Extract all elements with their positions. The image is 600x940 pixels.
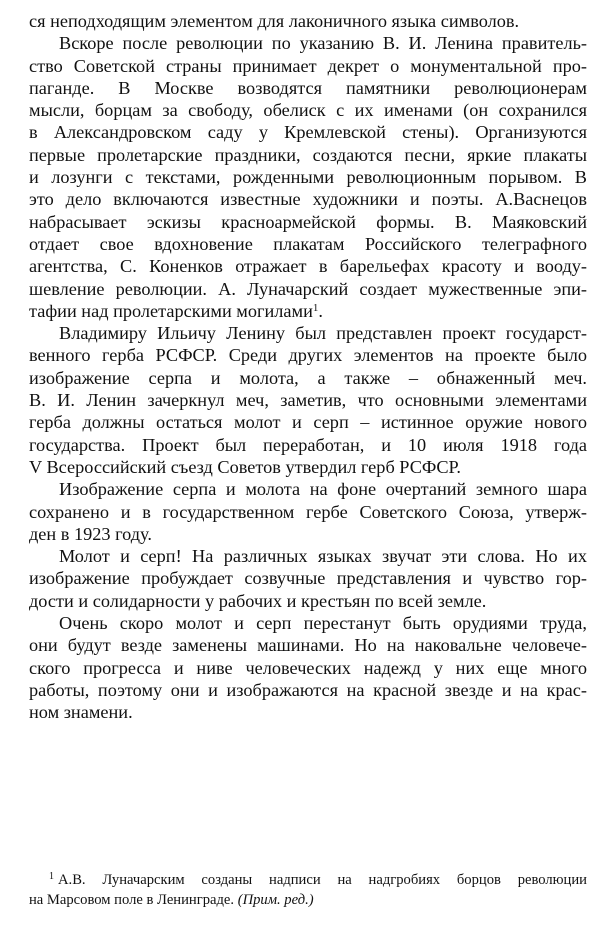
text-line: в Александровском саду у Кремлевской стены). Организуются xyxy=(29,122,587,143)
text-line: ден в 1923 году. xyxy=(29,523,152,544)
paragraph-continuation xyxy=(29,10,587,32)
text-line: отдает свое вдохновение плакатам Российского телеграфного xyxy=(29,233,587,254)
paragraph-ussr-emblem xyxy=(29,478,587,545)
text-line: изображение пробуждает созвучные представления и чувство гор- xyxy=(29,568,587,589)
text-line: дости и солидарности у рабочих и крестьян по всей земле. xyxy=(29,590,487,611)
text-line: Очень скоро молот и серп перестанут быть орудиями труда, xyxy=(59,613,587,634)
paragraph-state-emblem xyxy=(29,322,587,478)
text-line: набрасывает эскизы красноармейской формы. В. Маяковский xyxy=(29,211,587,232)
text-line: шевление революции. А. Луначарский создает мужественные эпи- xyxy=(29,278,587,299)
text-line: Владимиру Ильичу Ленину был представлен проект государст- xyxy=(59,323,587,344)
text-line: ского прогресса и ниве человеческих надежд у них еще много xyxy=(29,657,587,678)
footnote-text: на Марсовом поле в Ленинграде. xyxy=(29,892,235,908)
text-line: они будут везде заменены машинами. Но на наковальне человече- xyxy=(29,635,587,656)
text-line: паганде. В Москве возводятся памятники революционерам xyxy=(29,77,587,98)
text-line: работы, поэтому они и изображаются на красной звезде и на крас- xyxy=(29,679,587,700)
text-line: ство Советской страны принимает декрет о монументальной про- xyxy=(29,55,587,76)
footnote-line xyxy=(29,890,587,910)
text-line: V Всероссийский съезд Советов утвердил герб РСФСР. xyxy=(29,456,461,477)
text-line: мысли, борцам за свободу, обелиск с их именами (он сохранился xyxy=(29,100,587,121)
text-line: первые пролетарские праздники, создаются песни, яркие плакаты xyxy=(29,144,587,165)
paragraph-monumental-propaganda xyxy=(29,32,587,322)
text-line: и лозунги с текстами, рожденными революционным порывом. В xyxy=(29,167,587,188)
footnote-number: 1 xyxy=(49,871,54,882)
paragraph-hammer-sickle xyxy=(29,545,587,612)
body-text xyxy=(29,10,587,724)
footnote xyxy=(29,870,587,910)
text-line: герба должны остаться молот и серп – истинное оружие нового xyxy=(29,412,587,433)
text-line: ном знамени. xyxy=(29,702,133,723)
text-line: Изображение серпа и молота на фоне очертаний земного шара xyxy=(59,479,587,500)
text-line: государства. Проект был переработан, и 10 июля 1918 года xyxy=(29,434,587,455)
text-fragment: . xyxy=(318,300,323,321)
text-line: венного герба РСФСР. Среди других элементов на проекте было xyxy=(29,345,587,366)
text-line: это дело включаются известные художники и поэты. А.Васнецов xyxy=(29,189,587,210)
footnote-text: А.В. Луначарским созданы надписи на надгробиях борцов революции xyxy=(58,872,587,888)
paragraph-future-tools xyxy=(29,612,587,723)
text-line: сохранено и в государственном гербе Советского Союза, утверж- xyxy=(29,501,587,522)
text-line: В. И. Ленин зачеркнул меч, заметив, что основными элементами xyxy=(29,390,587,411)
editor-note: (Прим. ред.) xyxy=(237,892,314,908)
text-line: изображение серпа и молота, а также – обнаженный меч. xyxy=(29,367,587,388)
footnote-line xyxy=(29,870,587,890)
text-fragment: тафии над пролетарскими могилами xyxy=(29,300,313,321)
text-line: агентства, С. Коненков отражает в барельефах красоту и вооду- xyxy=(29,256,587,277)
text-line xyxy=(29,300,587,322)
text-line: Вскоре после революции по указанию В. И. Ленина правитель- xyxy=(59,33,587,54)
text-line: Молот и серп! На различных языках звучат эти слова. Но их xyxy=(59,546,587,567)
footnote-reference[interactable]: 1 xyxy=(312,301,319,314)
text-line: ся неподходящим элементом для лаконичного языка символов. xyxy=(29,11,520,31)
